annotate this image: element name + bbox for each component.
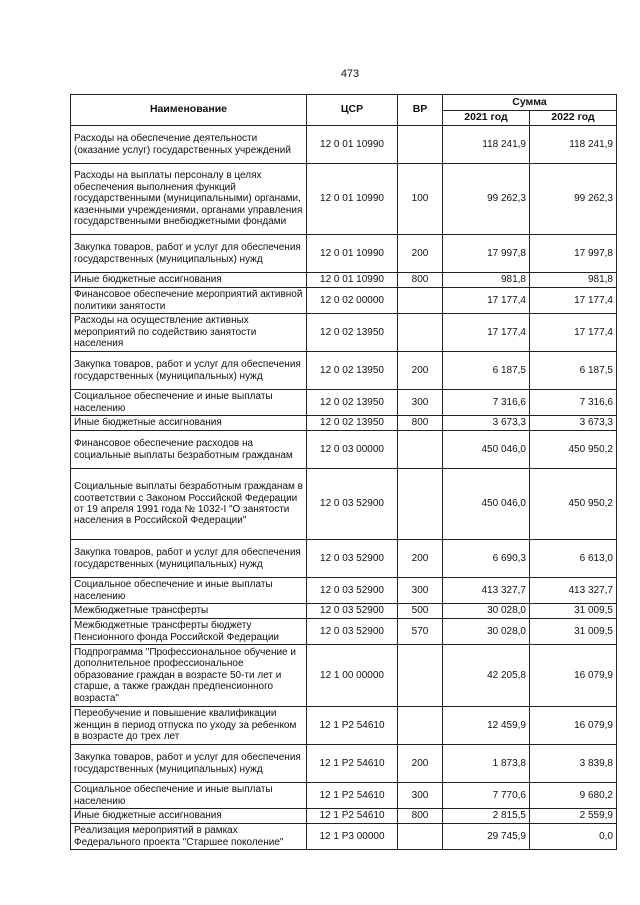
- row-csr-code: 12 1 P2 54610: [307, 707, 398, 745]
- header-sum: Сумма: [443, 95, 617, 111]
- table-row: [71, 314, 617, 352]
- row-amount-2021: 12 459,9: [443, 707, 530, 745]
- row-vr-code: 300: [398, 390, 443, 416]
- table-body: [71, 126, 617, 850]
- row-amount-2021: 450 046,0: [443, 431, 530, 469]
- row-name: Подпрограмма "Профессиональное обучение и дополнительное профессиональное образование граждан в возрасте 50-ти лет и старше, а также граждан предпенсионного возраста": [71, 645, 307, 707]
- row-csr-code: 12 0 03 52900: [307, 604, 398, 619]
- row-name: Закупка товаров, работ и услуг для обеспечения государственных (муниципальных) нужд: [71, 540, 307, 578]
- row-csr-code: 12 0 03 52900: [307, 619, 398, 645]
- row-csr-code: 12 0 03 00000: [307, 431, 398, 469]
- header-year-2021: 2021 год: [443, 111, 530, 126]
- table-row: [71, 273, 617, 288]
- row-name: Расходы на обеспечение деятельности (оказание услуг) государственных учреждений: [71, 126, 307, 164]
- table-row: [71, 164, 617, 235]
- row-name: Финансовое обеспечение мероприятий активной политики занятости: [71, 288, 307, 314]
- header-csr: ЦСР: [307, 95, 398, 126]
- row-csr-code: 12 0 02 13950: [307, 314, 398, 352]
- table-row: [71, 235, 617, 273]
- row-vr-code: 200: [398, 235, 443, 273]
- table-row: [71, 540, 617, 578]
- row-amount-2021: 413 327,7: [443, 578, 530, 604]
- row-name: Межбюджетные трансферты бюджету Пенсионного фонда Российской Федерации: [71, 619, 307, 645]
- row-amount-2022: 31 009,5: [530, 604, 617, 619]
- table-row: [71, 469, 617, 540]
- row-vr-code: 800: [398, 809, 443, 824]
- row-csr-code: 12 0 03 52900: [307, 540, 398, 578]
- table-row: [71, 745, 617, 783]
- header-vr: ВР: [398, 95, 443, 126]
- row-amount-2022: 413 327,7: [530, 578, 617, 604]
- row-amount-2022: 3 673,3: [530, 416, 617, 431]
- row-name: Закупка товаров, работ и услуг для обеспечения государственных (муниципальных) нужд: [71, 745, 307, 783]
- row-csr-code: 12 0 02 13950: [307, 416, 398, 431]
- table-row: [71, 578, 617, 604]
- row-name: Реализация мероприятий в рамках Федерального проекта "Старшее поколение": [71, 824, 307, 850]
- row-vr-code: 200: [398, 540, 443, 578]
- table-row: [71, 783, 617, 809]
- table-row: [71, 126, 617, 164]
- row-name: Иные бюджетные ассигнования: [71, 273, 307, 288]
- row-amount-2021: 17 177,4: [443, 314, 530, 352]
- table-row: [71, 707, 617, 745]
- row-amount-2021: 17 177,4: [443, 288, 530, 314]
- row-csr-code: 12 1 P2 54610: [307, 745, 398, 783]
- row-name: Закупка товаров, работ и услуг для обеспечения государственных (муниципальных) нужд: [71, 352, 307, 390]
- header-year-2022: 2022 год: [530, 111, 617, 126]
- table-row: [71, 288, 617, 314]
- row-amount-2021: 17 997,8: [443, 235, 530, 273]
- row-amount-2021: 118 241,9: [443, 126, 530, 164]
- row-name: Социальное обеспечение и иные выплаты населению: [71, 578, 307, 604]
- row-csr-code: 12 0 02 13950: [307, 352, 398, 390]
- row-amount-2022: 450 950,2: [530, 431, 617, 469]
- row-vr-code: 200: [398, 352, 443, 390]
- row-csr-code: 12 0 01 10990: [307, 164, 398, 235]
- row-amount-2022: 6 187,5: [530, 352, 617, 390]
- row-vr-code: [398, 314, 443, 352]
- row-csr-code: 12 0 03 52900: [307, 469, 398, 540]
- row-vr-code: 300: [398, 783, 443, 809]
- row-amount-2021: 7 770,6: [443, 783, 530, 809]
- row-vr-code: [398, 126, 443, 164]
- row-vr-code: [398, 707, 443, 745]
- row-vr-code: 800: [398, 273, 443, 288]
- row-name: Переобучение и повышение квалификации женщин в период отпуска по уходу за ребенком в возрасте до трех лет: [71, 707, 307, 745]
- row-amount-2021: 30 028,0: [443, 604, 530, 619]
- row-vr-code: 800: [398, 416, 443, 431]
- row-amount-2021: 981,8: [443, 273, 530, 288]
- row-amount-2021: 450 046,0: [443, 469, 530, 540]
- row-amount-2022: 99 262,3: [530, 164, 617, 235]
- budget-table: [70, 94, 617, 850]
- row-vr-code: 200: [398, 745, 443, 783]
- table-header: [71, 95, 617, 126]
- row-amount-2022: 981,8: [530, 273, 617, 288]
- row-amount-2021: 42 205,8: [443, 645, 530, 707]
- row-name: Межбюджетные трансферты: [71, 604, 307, 619]
- page-number: 473: [340, 68, 360, 80]
- row-csr-code: 12 1 P3 00000: [307, 824, 398, 850]
- row-csr-code: 12 0 02 00000: [307, 288, 398, 314]
- row-csr-code: 12 1 P2 54610: [307, 783, 398, 809]
- row-name: Иные бюджетные ассигнования: [71, 809, 307, 824]
- row-csr-code: 12 0 01 10990: [307, 235, 398, 273]
- row-name: Социальные выплаты безработным гражданам в соответствии с Законом Российской Федерации от 19 апреля 1991 года № 1032-I "О занятости населения в Российской Федерации": [71, 469, 307, 540]
- row-amount-2021: 30 028,0: [443, 619, 530, 645]
- row-csr-code: 12 1 00 00000: [307, 645, 398, 707]
- row-amount-2021: 29 745,9: [443, 824, 530, 850]
- row-amount-2022: 2 559,9: [530, 809, 617, 824]
- row-amount-2021: 6 690,3: [443, 540, 530, 578]
- row-amount-2022: 7 316,6: [530, 390, 617, 416]
- row-vr-code: [398, 645, 443, 707]
- row-amount-2022: 3 839,8: [530, 745, 617, 783]
- row-amount-2022: 17 997,8: [530, 235, 617, 273]
- row-amount-2022: 31 009,5: [530, 619, 617, 645]
- row-name: Иные бюджетные ассигнования: [71, 416, 307, 431]
- row-amount-2021: 6 187,5: [443, 352, 530, 390]
- row-csr-code: 12 0 01 10990: [307, 273, 398, 288]
- row-name: Расходы на осуществление активных мероприятий по содействию занятости населения: [71, 314, 307, 352]
- row-amount-2021: 1 873,8: [443, 745, 530, 783]
- table-row: [71, 824, 617, 850]
- row-amount-2022: 0,0: [530, 824, 617, 850]
- table-row: [71, 645, 617, 707]
- row-amount-2022: 450 950,2: [530, 469, 617, 540]
- row-amount-2022: 118 241,9: [530, 126, 617, 164]
- table-row: [71, 390, 617, 416]
- row-csr-code: 12 1 P2 54610: [307, 809, 398, 824]
- row-name: Расходы на выплаты персоналу в целях обеспечения выполнения функций государственными (муниципальными) органами, казенными учреждениями, органами управления государственными внебюджетными фондами: [71, 164, 307, 235]
- header-name: Наименование: [71, 95, 307, 126]
- table-row: [71, 619, 617, 645]
- row-vr-code: [398, 431, 443, 469]
- table-row: [71, 604, 617, 619]
- row-name: Социальное обеспечение и иные выплаты населению: [71, 390, 307, 416]
- table-row: [71, 431, 617, 469]
- table-row: [71, 416, 617, 431]
- table-row: [71, 352, 617, 390]
- row-csr-code: 12 0 03 52900: [307, 578, 398, 604]
- row-amount-2022: 17 177,4: [530, 314, 617, 352]
- row-name: Социальное обеспечение и иные выплаты населению: [71, 783, 307, 809]
- row-name: Закупка товаров, работ и услуг для обеспечения государственных (муниципальных) нужд: [71, 235, 307, 273]
- row-amount-2021: 2 815,5: [443, 809, 530, 824]
- row-vr-code: 100: [398, 164, 443, 235]
- row-amount-2021: 3 673,3: [443, 416, 530, 431]
- row-vr-code: [398, 469, 443, 540]
- table-row: [71, 809, 617, 824]
- row-csr-code: 12 0 01 10990: [307, 126, 398, 164]
- row-amount-2022: 17 177,4: [530, 288, 617, 314]
- row-amount-2022: 16 079,9: [530, 645, 617, 707]
- row-amount-2021: 7 316,6: [443, 390, 530, 416]
- row-vr-code: 570: [398, 619, 443, 645]
- row-amount-2022: 6 613,0: [530, 540, 617, 578]
- row-amount-2022: 16 079,9: [530, 707, 617, 745]
- row-vr-code: [398, 288, 443, 314]
- row-amount-2022: 9 680,2: [530, 783, 617, 809]
- row-vr-code: 300: [398, 578, 443, 604]
- row-name: Финансовое обеспечение расходов на социальные выплаты безработным гражданам: [71, 431, 307, 469]
- row-vr-code: [398, 824, 443, 850]
- row-amount-2021: 99 262,3: [443, 164, 530, 235]
- row-csr-code: 12 0 02 13950: [307, 390, 398, 416]
- row-vr-code: 500: [398, 604, 443, 619]
